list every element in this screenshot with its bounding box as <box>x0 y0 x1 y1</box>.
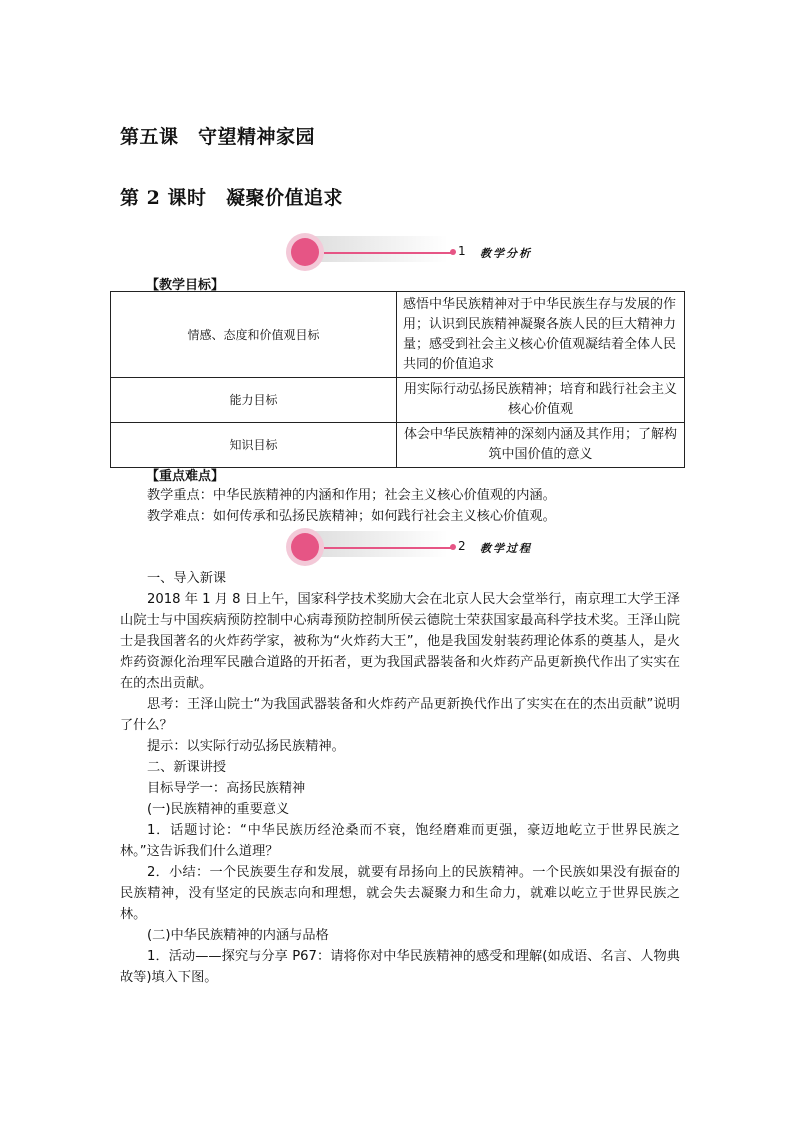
section-number: 2 <box>458 539 466 553</box>
key-points-heading: 【重点难点】 <box>146 469 225 484</box>
lesson-title: 第五课 守望精神家园 <box>120 126 316 148</box>
objective-name: 知识目标 <box>111 423 397 468</box>
section-label: 教学过程 <box>480 542 532 555</box>
intro-text: 2018 年 1 月 8 日上午，国家科学技术奖励大会在北京人民大会堂举行，南京理工大学王泽山院士与中国疾病预防控制中心病毒预防控制所侯云德院士荣获国家最高科学技术奖。王泽山院士是我国著名的火炸药学家，被称为“火炸药大王”，他是我国发射装药理论体系的奠基人，是火炸药资源化治理军民融合道路的开拓者，更为我国武器装备和火炸药产品更新换代作出了实实在在的杰出贡献。 <box>120 592 680 691</box>
subsection-2: (二)中华民族精神的内涵与品格 <box>147 928 329 943</box>
banner-circle-inner <box>291 238 319 266</box>
objective-name: 能力目标 <box>111 378 397 423</box>
banner-line <box>324 547 452 549</box>
section-label: 教学分析 <box>480 247 532 260</box>
objective-desc: 体会中华民族精神的深刻内涵及其作用；了解构筑中国价值的意义 <box>397 423 685 468</box>
goal-guide-1: 目标导学一：高扬民族精神 <box>147 781 306 796</box>
section-banner-process <box>280 525 570 569</box>
discussion-item: 1．话题讨论：“中华民族历经沧桑而不衰，饱经磨难而更强，豪迈地屹立于世界民族之林。”这告诉我们什么道理？ <box>120 823 680 859</box>
objective-desc: 感悟中华民族精神对于中华民族生存与发展的作用；认识到民族精神凝聚各族人民的巨大精神力量；感受到社会主义核心价值观凝结着全体人民共同的价值追求 <box>397 292 685 378</box>
period-title: 第 2 课时 凝聚价值追求 <box>120 187 343 209</box>
objectives-table <box>110 291 685 468</box>
think-question: 思考：王泽山院士“为我国武器装备和火炸药产品更新换代作出了实实在在的杰出贡献”说明了什么？ <box>120 697 680 733</box>
key-point: 教学重点：中华民族精神的内涵和作用；社会主义核心价值观的内涵。 <box>147 488 556 503</box>
banner-dot-icon <box>450 249 456 255</box>
difficult-point: 教学难点：如何传承和弘扬民族精神；如何践行社会主义核心价值观。 <box>147 509 556 524</box>
banner-dot-icon <box>450 544 456 550</box>
intro-heading: 一、导入新课 <box>147 571 227 586</box>
table-row <box>111 378 685 423</box>
table-row <box>111 292 685 378</box>
section-banner-analysis <box>280 230 570 274</box>
table-row <box>111 423 685 468</box>
summary-item: 2．小结：一个民族要生存和发展，就要有昂扬向上的民族精神。一个民族如果没有振奋的民族精神，没有坚定的民族志向和理想，就会失去凝聚力和生命力，就难以屹立于世界民族之林。 <box>120 865 680 922</box>
objective-name: 情感、态度和价值观目标 <box>111 292 397 378</box>
activity-item: 1．活动——探究与分享 P67：请将你对中华民族精神的感受和理解(如成语、名言、人物典故等)填入下图。 <box>120 949 680 985</box>
subsection-1: (一)民族精神的重要意义 <box>147 802 290 817</box>
objective-desc: 用实际行动弘扬民族精神；培育和践行社会主义核心价值观 <box>397 378 685 423</box>
hint-text: 提示：以实际行动弘扬民族精神。 <box>147 739 345 754</box>
objectives-heading: 【教学目标】 <box>146 278 225 293</box>
banner-line <box>324 252 452 254</box>
new-lesson-heading: 二、新课讲授 <box>147 760 227 775</box>
banner-circle-inner <box>291 533 319 561</box>
section-number: 1 <box>458 244 466 258</box>
